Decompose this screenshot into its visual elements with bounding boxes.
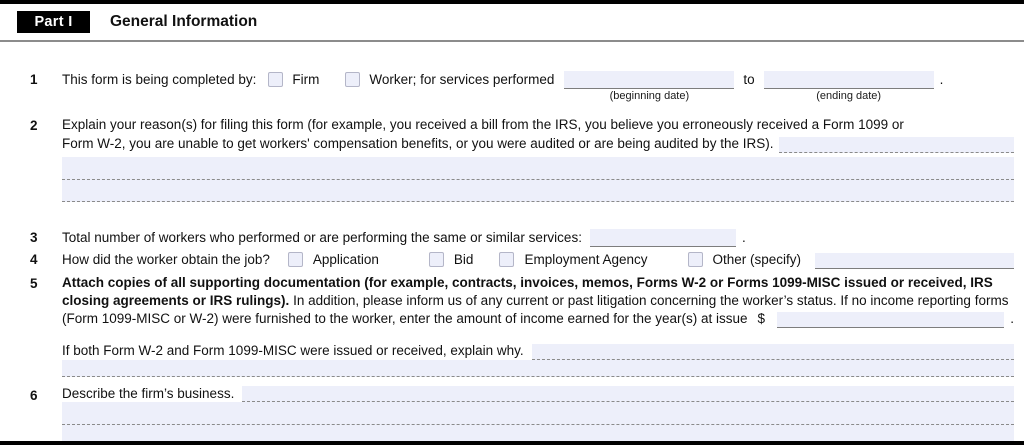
firm-checkbox[interactable] [268,72,283,87]
q1-number: 1 [30,72,38,87]
beginning-date-field[interactable] [564,71,734,102]
q6-text: Describe the firm’s business. [62,386,235,401]
q6-answer-line-1[interactable] [62,402,1014,425]
q1-text: This form is being completed by: [62,71,257,87]
part-label-badge [17,11,90,33]
q4-row [62,250,1014,269]
q5-period: . [1010,311,1014,326]
q1-row [62,70,1014,102]
ending-date-field[interactable] [764,71,934,102]
q3-total-workers-field[interactable] [590,229,736,247]
bid-checkbox[interactable] [429,252,444,267]
q3-row [62,228,1014,247]
q2-answer-line-1[interactable] [62,157,1014,180]
q2-number: 2 [30,118,38,133]
q5-bold-line2: closing agreements or IRS rulings). [62,293,290,308]
q5-line2 [62,292,1014,310]
q2-text-line1: Explain your reason(s) for filing this form (for example, you received a bill from the IRS, you believe you erroneously received a Form 1099 or [62,117,904,132]
worker-checkbox-label: Worker; for services performed [369,71,555,87]
q5-row [62,274,1014,377]
part-label: Part I [34,14,73,30]
q2-text-line2-row [62,134,1014,153]
worker-checkbox[interactable] [345,72,360,87]
q5-line4-text: If both Form W-2 and Form 1099-MISC were issued or received, explain why. [62,343,524,358]
q6-number: 6 [30,388,38,403]
q3-text: Total number of workers who performed or are performing the same or similar services: [62,229,582,245]
q5-dollar-sign: $ [757,311,766,326]
bid-checkbox-label: Bid [453,251,474,267]
q4-text: How did the worker obtain the job? [62,251,270,267]
q5-explain-inline-field[interactable] [532,344,1014,360]
q6-answer-line-2[interactable] [62,425,1014,441]
q3-number: 3 [30,230,38,245]
q2-answer-line-2[interactable] [62,180,1014,202]
q4-number: 4 [30,252,38,267]
q5-line4-row [62,342,1014,360]
q6-text-row [62,386,1014,402]
other-specify-field[interactable] [815,253,1014,269]
q2-row [62,116,1014,202]
q6-answer-inline-field[interactable] [242,386,1014,402]
q1-period: . [939,71,944,87]
q5-line3-text: (Form 1099-MISC or W-2) were furnished to the worker, enter the amount of income earned for the year(s) at issue [62,311,748,326]
part-title: General Information [110,13,258,30]
q6-row [62,386,1014,441]
q1-to-label: to [743,71,755,87]
q5-bold-line1: Attach copies of all supporting documentation (for example, contracts, invoices, memos, Forms W-2 or Forms 1099-MISC issued or received, IRS [62,275,993,290]
firm-checkbox-label: Firm [292,71,320,87]
q5-answer-line-1[interactable] [62,360,1014,377]
employment-agency-checkbox-label: Employment Agency [524,251,648,267]
application-checkbox[interactable] [288,252,303,267]
header-divider-rule [0,40,1024,42]
q5-line3-row [62,310,1014,328]
employment-agency-checkbox[interactable] [499,252,514,267]
application-checkbox-label: Application [312,251,379,267]
beginning-date-caption: (beginning date) [609,89,690,102]
other-checkbox-label: Other (specify) [712,251,802,267]
q5-number: 5 [30,276,38,291]
ending-date-caption: (ending date) [816,89,882,102]
q3-period: . [741,229,746,245]
q2-answer-inline-field[interactable] [779,137,1014,153]
other-checkbox[interactable] [688,252,703,267]
q2-text-line2: Form W-2, you are unable to get workers' compensation benefits, or you were audited or are being audited by the IRS). [62,135,774,151]
top-section-rule [0,0,1024,4]
q5-normal-line2: In addition, please inform us of any current or past litigation concerning the worker’s status. If no income reporting forms [293,293,1009,308]
q5-income-amount-field[interactable] [777,312,1004,328]
bottom-section-rule [0,441,1024,445]
